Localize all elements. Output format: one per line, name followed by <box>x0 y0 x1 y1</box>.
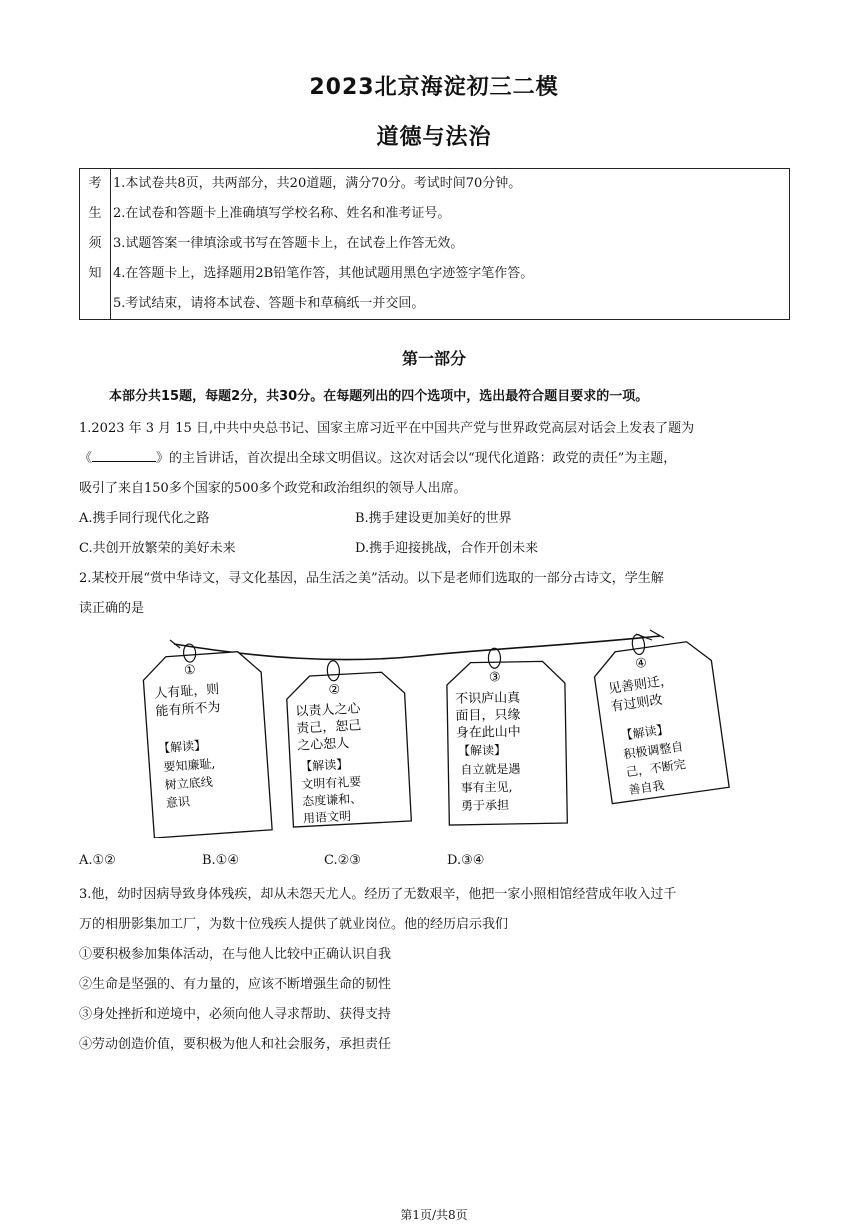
tag-reading-line: 积极调整自 <box>622 739 685 762</box>
part1-title: 第一部分 <box>401 349 466 368</box>
tag-number: ② <box>328 682 341 699</box>
q3-line2: 万的相册影集加工厂，为数十位残疾人提供了就业岗位。他的经历启示我们 <box>79 917 509 932</box>
tag-poem-line: 见善则迁， <box>607 673 674 698</box>
notice-rule: 5.考试结束，请将本试卷、答题卡和草稿纸一并交回。 <box>113 296 425 311</box>
q3-item: ②生命是坚强的、有力量的，应该不断增强生命的韧性 <box>79 977 392 992</box>
tag-number: ① <box>183 662 197 679</box>
q1-option-a: A.携手同行现代化之路 <box>79 511 210 526</box>
notice-rule: 1.本试卷共8页，共两部分，共20道题，满分70分。考试时间70分钟。 <box>113 176 522 191</box>
side-char: 知 <box>88 266 102 281</box>
poem-tags-illustration <box>140 626 740 838</box>
poem-tag-3 <box>446 647 567 825</box>
poem-tag-4 <box>590 626 730 804</box>
q2-option-c: C.②③ <box>324 853 361 868</box>
q1-line3: 吸引了来自150多个国家的500多个政党和政治组织的领导人出席。 <box>79 481 467 496</box>
notice-table <box>79 168 790 320</box>
tag-reading-line: 善自我 <box>627 778 666 798</box>
string-knot <box>170 630 664 648</box>
tag-reading-line: 事有主见, <box>460 779 513 795</box>
notice-rule: 2.在试卷和答题卡上准确填写学校名称、姓名和准考证号。 <box>113 206 451 221</box>
q2-line2: 读正确的是 <box>79 601 145 616</box>
tag-poem-line: 面目，只缘 <box>455 707 521 724</box>
q1-option-c: C.共创开放繁荣的美好未来 <box>79 541 236 556</box>
q3-item: ④劳动创造价值，要积极为他人和社会服务，承担责任 <box>79 1037 392 1052</box>
tag-poem-line: 以责人之心 <box>295 701 361 720</box>
notice-rule: 3.试题答案一律填涂或书写在答题卡上，在试卷上作答无效。 <box>113 236 464 251</box>
q1-quote-open: 《 <box>79 451 93 466</box>
tag-number: ④ <box>634 655 648 673</box>
tag-poem-line: 责己，恕己 <box>295 718 362 737</box>
q2-option-d: D.③④ <box>447 853 485 868</box>
tag-poem-line: 有过则改 <box>609 692 664 715</box>
tag-reading-line: 意识 <box>165 794 191 811</box>
q1-answer-blank <box>92 449 156 462</box>
side-char: 生 <box>88 206 102 221</box>
tag-poem-line: 能有所不为 <box>155 700 222 720</box>
tag-reading-line: 要知廉耻, <box>163 756 216 775</box>
tag-number: ③ <box>488 670 501 686</box>
tag-reading-label: 【解读】 <box>619 722 670 743</box>
tag-reading-line: 自立就是遇 <box>460 761 521 777</box>
poem-tag-1 <box>141 639 272 838</box>
tag-poem-line: 身在此山中 <box>455 724 521 741</box>
tag-reading-line: 树立底线 <box>164 774 214 793</box>
q1-line2-text: 》的主旨讲话，首次提出全球文明倡议。这次对话会以“现代化道路：政党的责任”为主题， <box>156 451 677 466</box>
exam-title: 2023北京海淀初三二模 <box>309 75 559 100</box>
q2-line1: 2.某校开展“赏中华诗文，寻文化基因，品生活之美”活动。以下是老师们选取的一部分古诗文，学生解 <box>79 571 664 586</box>
q2-option-a: A.①② <box>79 853 116 868</box>
tag-poem-line: 不识庐山真 <box>455 690 521 707</box>
page-number: 第1页/共8页 <box>400 1208 468 1222</box>
tag-poem-line: 之心恕人 <box>296 736 350 754</box>
hanging-string <box>174 636 660 660</box>
tag-reading-line: 态度谦和、 <box>301 791 363 809</box>
part1-instruction: 本部分共15题，每题2分，共30分。在每题列出的四个选项中，选出最符合题目要求的一项。 <box>109 389 649 404</box>
tag-reading-line: 勇于承担 <box>460 797 510 813</box>
q1-line2 <box>79 447 790 466</box>
q1-option-b: B.携手建设更加美好的世界 <box>355 511 512 526</box>
q3-item: ③身处挫折和逆境中，必须向他人寻求帮助、获得支持 <box>79 1007 392 1022</box>
side-char: 须 <box>88 236 102 251</box>
notice-rules <box>111 169 790 320</box>
side-char: 考 <box>88 176 102 191</box>
subject-title: 道德与法治 <box>376 125 492 150</box>
q1-option-d: D.携手迎接挑战，合作开创未来 <box>355 541 539 556</box>
poem-tag-2 <box>285 657 411 827</box>
tag-reading-label: 【解读】 <box>157 738 207 756</box>
tag-reading-line: 文明有礼要 <box>300 774 362 792</box>
notice-rule: 4.在答题卡上，选择题用2B铅笔作答，其他试题用黑色字迹签字笔作答。 <box>113 266 534 281</box>
tag-reading-label: 【解读】 <box>457 743 507 758</box>
q2-option-b: B.①④ <box>202 853 239 868</box>
notice-side-label <box>80 169 111 320</box>
q1-line1: 1.2023 年 3 月 15 日,中共中央总书记、国家主席习近平在中国共产党与世界政党高层对话会上发表了题为 <box>79 421 695 436</box>
q3-line1: 3.他，幼时因病导致身体残疾，却从未怨天尤人。经历了无数艰辛，他把一家小照相馆经营成年收入过千 <box>79 887 677 902</box>
tag-reading-label: 【解读】 <box>299 757 349 774</box>
q3-item: ①要积极参加集体活动，在与他人比较中正确认识自我 <box>79 947 392 962</box>
tag-poem-line: 人有耻，则 <box>153 682 220 702</box>
tag-reading-line: 己，不断完 <box>625 757 687 780</box>
tag-reading-line: 用语文明 <box>302 809 352 826</box>
